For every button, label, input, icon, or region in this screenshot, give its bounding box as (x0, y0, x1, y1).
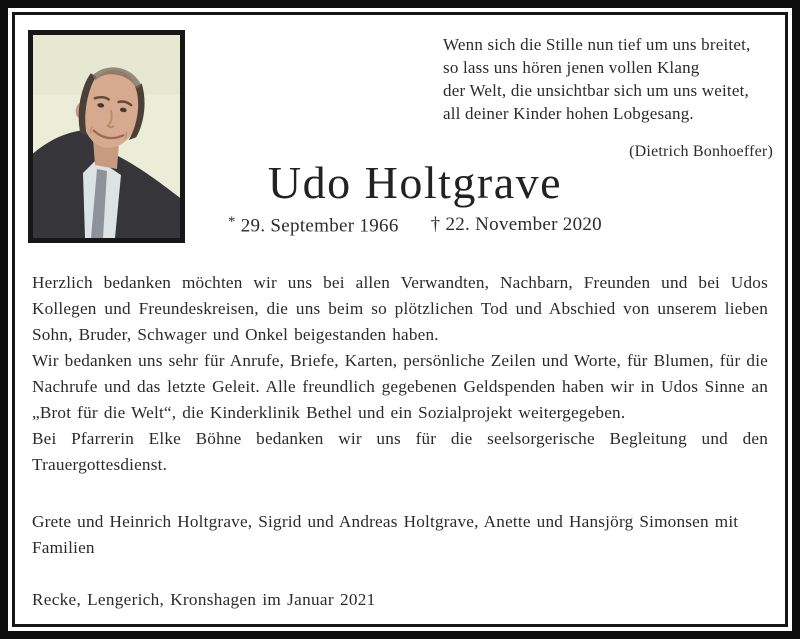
deceased-name: Udo Holtgrave (267, 157, 563, 208)
header-section (15, 15, 785, 270)
poem-line: Wenn sich die Stille nun tief um uns breitet, (443, 35, 751, 54)
poem-line: all deiner Kinder hohen Lobgesang. (443, 104, 694, 123)
life-dates (45, 214, 785, 238)
death-date-text: 22. November 2020 (445, 213, 602, 235)
mourners-names: Grete und Heinrich Holtgrave, Sigrid und Andreas Holtgrave, Anette und Hansjörg Simonsen mit Familien (32, 512, 739, 557)
poem-line: der Welt, die unsichtbar sich um uns weitet, (443, 81, 749, 100)
name-block (45, 158, 785, 237)
white-mat (8, 8, 792, 631)
poem-attribution: (Dietrich Bonhoeffer) (629, 143, 773, 160)
death-cross-symbol: † (430, 213, 441, 235)
birth-date (228, 214, 399, 238)
paragraph-pastor: Bei Pfarrerin Elke Böhne bedanken wir uns für die seelsorgerische Begleitung und den Trauergottesdienst. (32, 429, 768, 474)
closing-line: Recke, Lengerich, Kronshagen im Januar 2021 (32, 590, 376, 609)
birth-star-symbol: * (228, 213, 236, 230)
poem-line: so lass uns hören jenen vollen Klang (443, 58, 700, 77)
paragraph-donations: Wir bedanken uns sehr für Anrufe, Briefe, Karten, persönliche Zeilen und Worte, für Blumen, für die Nachrufe und das letzte Geleit. Alle freundlich gegebenen Geldspenden haben wir in Udos Sinne an „Brot für die Welt“, die Kinderklinik Bethel und ein Sozialprojekt weitergegeben. (32, 351, 768, 422)
death-date (431, 214, 602, 238)
obituary-card (12, 12, 788, 627)
poem (443, 33, 775, 163)
thank-you-text (15, 270, 785, 478)
paragraph-acknowledgement: Herzlich bedanken möchten wir uns bei allen Verwandten, Nachbarn, Freunden und bei Udos Kollegen und Freundeskreisen, die uns beim so plötzlichen Tod und Abschied von unserem lieben Sohn, Bruder, Schwager und Onkel beigestanden haben. (32, 273, 768, 344)
birth-date-text: 29. September 1966 (240, 215, 399, 237)
